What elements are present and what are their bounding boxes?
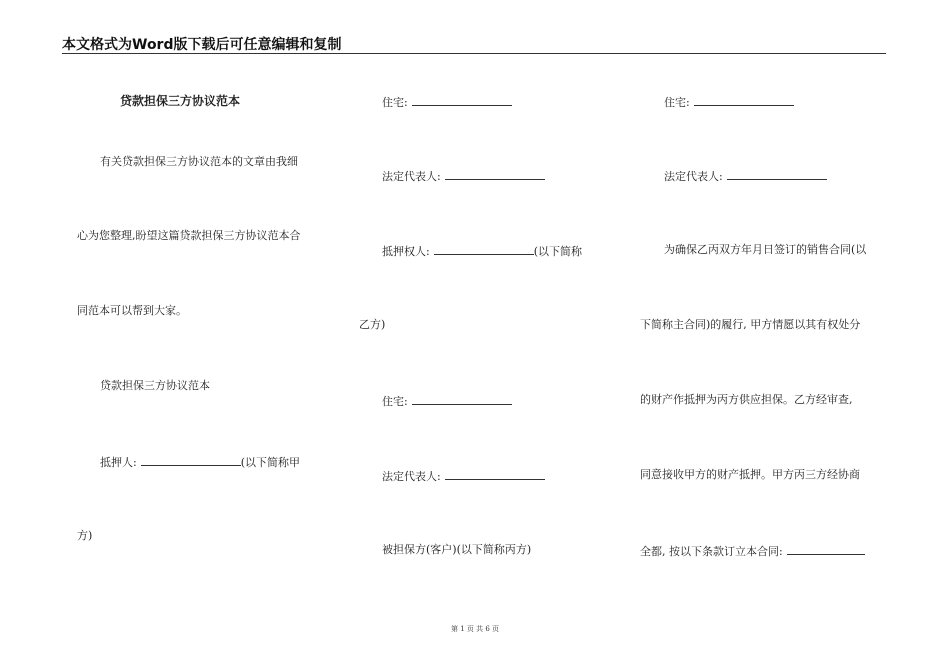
- mortgagor-line: [100, 454, 300, 470]
- legal-rep-blank: [445, 168, 545, 180]
- mortgagor-label: 抵押人:: [100, 456, 137, 469]
- intro-line-3: 同范本可以帮到大家。: [77, 304, 187, 317]
- address-blank: [412, 94, 512, 106]
- document-header: 本文格式为Word版下载后可任意编辑和复制: [62, 37, 342, 53]
- mortgagee-line: [382, 243, 582, 259]
- legal-rep-label: 法定代表人:: [664, 170, 723, 183]
- address-blank: [412, 393, 512, 405]
- intro-line-1: 有关贷款担保三方协议范本的文章由我细: [100, 155, 298, 168]
- address-label: 住宅:: [382, 96, 408, 109]
- address-blank: [694, 94, 794, 106]
- party-b-end: 乙方): [359, 318, 386, 331]
- party-a-end: 方): [77, 529, 93, 542]
- guaranteed-party-line: 被担保方(客户)(以下简称丙方): [382, 543, 532, 556]
- mortgagor-suffix: (以下简称甲: [240, 456, 301, 469]
- legal-rep-line-1: [382, 168, 545, 184]
- legal-rep-line-3: [664, 168, 827, 184]
- body-line-3: 的财产作抵押为丙方供应担保。乙方经审查,: [640, 393, 853, 406]
- legal-rep-line-2: [382, 468, 545, 484]
- address-label: 住宅:: [382, 395, 408, 408]
- intro-line-2: 心为您整理,盼望这篇贷款担保三方协议范本合: [77, 229, 301, 242]
- legal-rep-label: 法定代表人:: [382, 470, 441, 483]
- body-line-2: 下简称主合同)的履行, 甲方情愿以其有权处分: [640, 318, 861, 331]
- page-number: 第 1 页 共 6 页: [450, 625, 500, 633]
- mortgagor-blank: [141, 454, 241, 466]
- address-label: 住宅:: [664, 96, 690, 109]
- mortgagee-suffix: (以下简称: [533, 245, 583, 258]
- mortgagee-label: 抵押权人:: [382, 245, 430, 258]
- contract-blank: [787, 543, 865, 555]
- legal-rep-label: 法定代表人:: [382, 170, 441, 183]
- body-line-5-text: 全都, 按以下条款订立本合同:: [640, 545, 783, 558]
- agreement-heading: 贷款担保三方协议范本: [100, 379, 210, 392]
- body-line-5: [640, 543, 865, 559]
- address-line-1: [382, 94, 512, 110]
- address-line-3: [664, 94, 794, 110]
- document-title: 贷款担保三方协议范本: [120, 94, 241, 108]
- body-line-1: 为确保乙丙双方年月日签订的销售合同(以: [664, 243, 867, 256]
- legal-rep-blank: [727, 168, 827, 180]
- mortgagee-blank: [434, 243, 534, 255]
- address-line-2: [382, 393, 512, 409]
- header-divider: [62, 53, 886, 54]
- legal-rep-blank: [445, 468, 545, 480]
- body-line-4: 同意接收甲方的财产抵押。甲方丙三方经协商: [640, 468, 860, 481]
